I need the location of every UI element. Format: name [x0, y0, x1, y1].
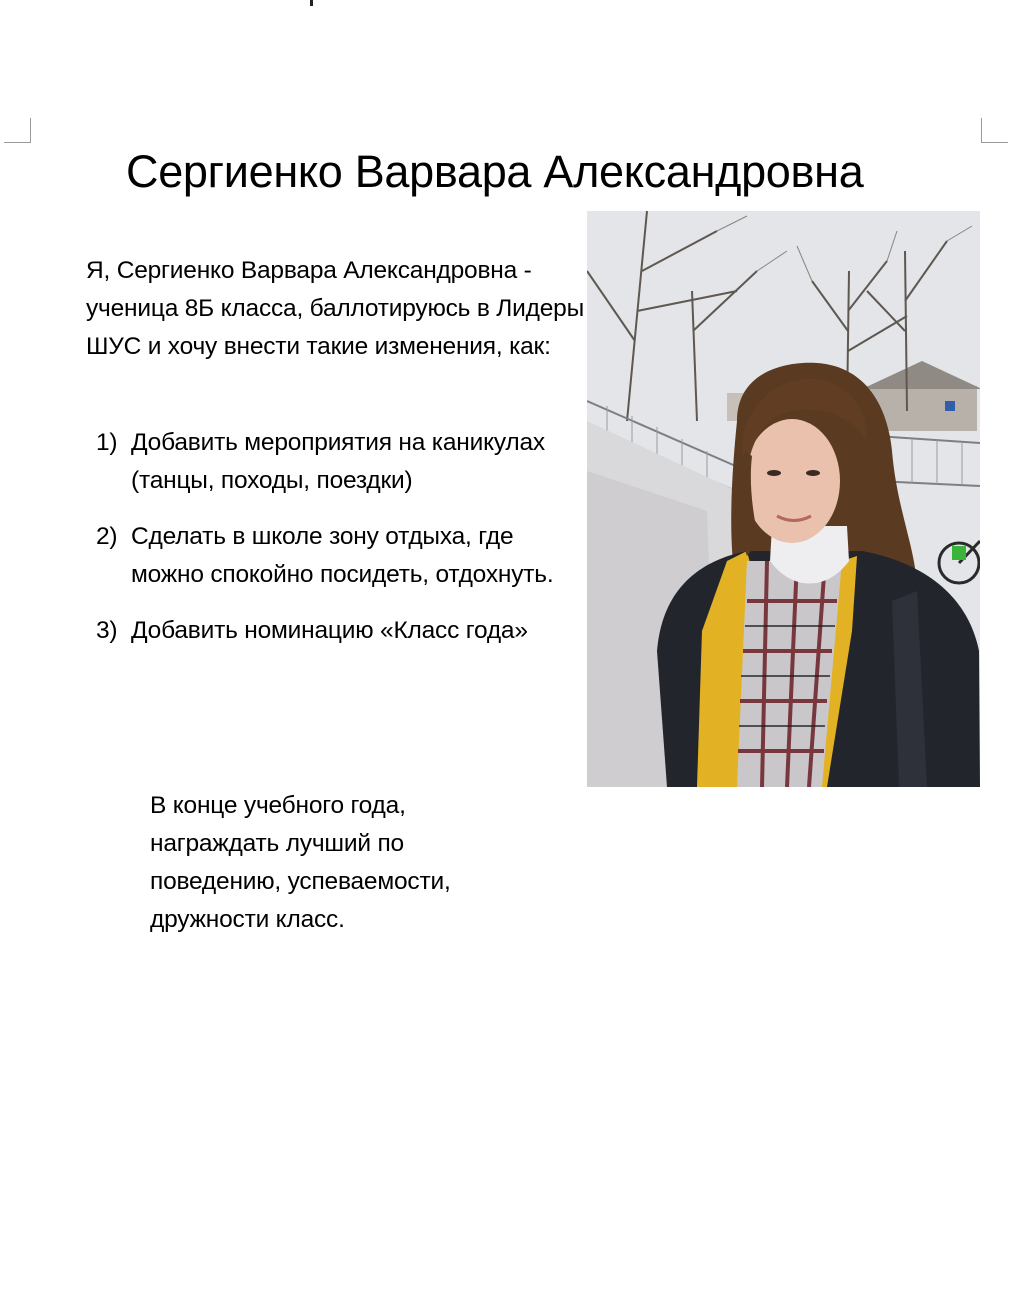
closing-note: В конце учебного года, награждать лучший по поведению, успеваемости, дружности класс. — [150, 792, 451, 933]
goal-text: Сделать в школе зону отдыха, где можно спокойно посидеть, отдохнуть. — [131, 523, 554, 588]
margin-corner-left — [4, 118, 31, 143]
goal-number: 3) — [96, 617, 118, 644]
goal-item — [96, 612, 566, 650]
goal-number: 1) — [96, 429, 118, 456]
portrait-photo — [587, 211, 980, 787]
intro-paragraph: Я, Сергиенко Варвара Александровна - ученица 8Б класса, баллотируюсь в Лидеры ШУС и хочу внести такие изменения, как: — [86, 257, 584, 360]
goal-text: Добавить мероприятия на каникулах (танцы, походы, поездки) — [131, 429, 545, 494]
page-title: Сергиенко Варвара Александровна — [126, 146, 864, 197]
goal-text: Добавить номинацию «Класс года» — [131, 617, 528, 644]
goal-item — [96, 518, 566, 594]
goal-item — [96, 424, 566, 500]
goals-list — [96, 424, 566, 650]
goal-number: 2) — [96, 523, 118, 550]
page-top-mark — [310, 0, 313, 6]
